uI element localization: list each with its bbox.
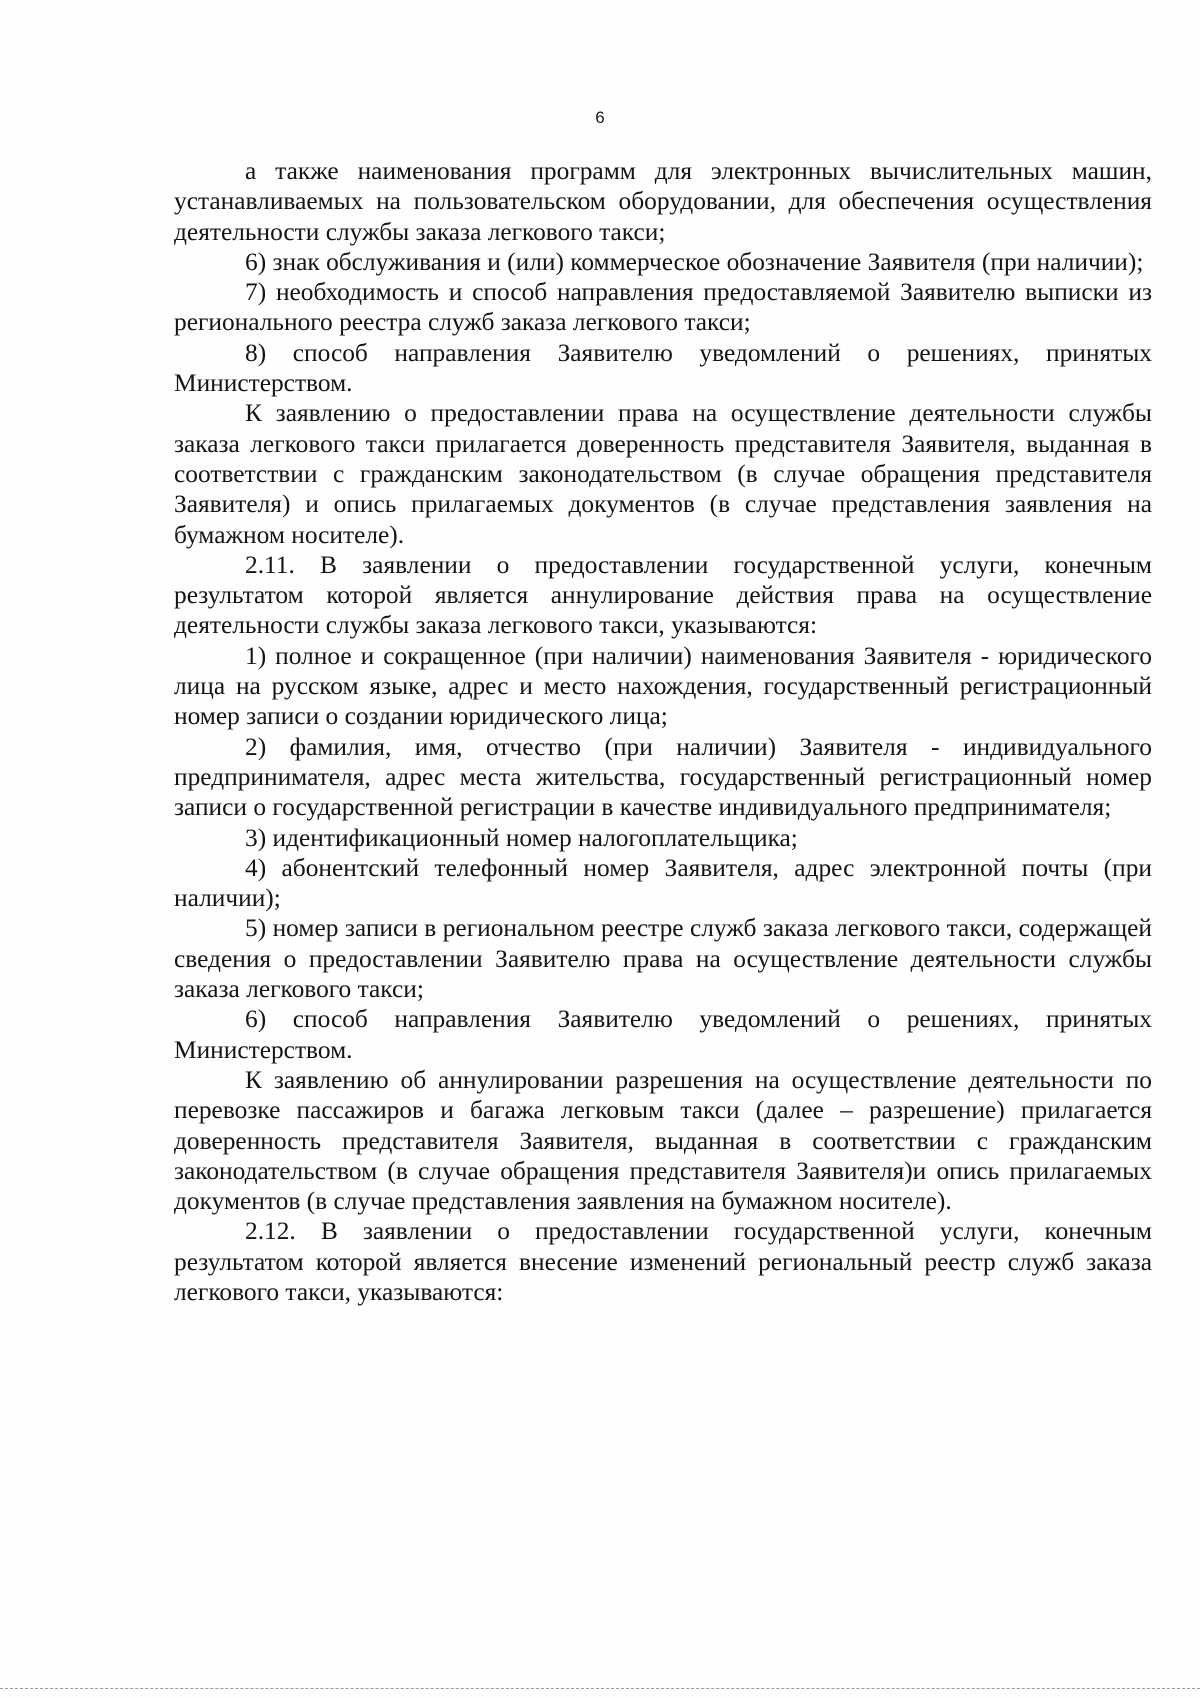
section-2-12: 2.12. В заявлении о предоставлении государственной услуги, конечным результатом которой является внесение изменений региональный реестр служб заказа легкового такси, указываются: [174, 1217, 1152, 1306]
list-item-1-legal-entity: 1) полное и сокращенное (при наличии) наименования Заявителя - юридического лица на русском языке, адрес и место нахождения, государственный регистрационный номер записи о создании юридического лица; [174, 641, 1152, 731]
list-item-3-taxpayer-number: 3) идентификационный номер налогоплательщика; [245, 823, 798, 852]
page-number: 6 [595, 108, 605, 127]
paragraph-attachments-annulment: К заявлению об аннулировании разрешения на осуществление деятельности по перевозке пассажиров и багажа легковым такси (далее – разрешение) прилагается доверенность представителя Заявителя, выданная в соответствии с гражданским законодательством (в случае обращения представителя Заявителя)и опись прилагаемых документов (в случае представления заявления на бумажном носителе). [174, 1065, 1152, 1216]
paragraph-attachments-grant: К заявлению о предоставлении права на осуществление деятельности службы заказа легкового такси прилагается доверенность представителя Заявителя, выданная в соответствии с гражданским законодательством (в случае обращения представителя Заявителя) и опись прилагаемых документов (в случае представления заявления на бумажном носителе). [174, 399, 1152, 549]
list-item-7-extract-delivery: 7) необходимость и способ направления предоставляемой Заявителю выписки из регионального реестра служб заказа легкового такси; [174, 278, 1152, 337]
document-body [174, 156, 1152, 1307]
list-item-6-notification-method: 6) способ направления Заявителю уведомлений о решениях, принятых Министерством. [174, 1005, 1152, 1064]
list-item-6-service-mark: 6) знак обслуживания и (или) коммерческое обозначение Заявителя (при наличии); [245, 247, 1144, 276]
section-2-11: 2.11. В заявлении о предоставлении государственной услуги, конечным результатом которой является аннулирование действия права на осуществление деятельности службы заказа легкового такси, указываются: [174, 550, 1152, 640]
list-item-4-phone-email: 4) абонентский телефонный номер Заявителя, адрес электронной почты (при наличии); [174, 853, 1152, 913]
paragraph-continuation: а также наименования программ для электронных вычислительных машин, устанавливаемых на пользовательском оборудовании, для обеспечения осуществления деятельности службы заказа легкового такси; [174, 157, 1152, 246]
list-item-2-individual-entrepreneur: 2) фамилия, имя, отчество (при наличии) Заявителя - индивидуального предпринимателя, адрес места жительства, государственный регистрационный номер записи о государственной регистрации в качестве индивидуального предпринимателя; [174, 732, 1152, 822]
scan-edge-divider [0, 1688, 1200, 1689]
list-item-8-notification-method: 8) способ направления Заявителю уведомлений о решениях, принятых Министерством. [174, 338, 1152, 398]
list-item-5-registry-record: 5) номер записи в региональном реестре служб заказа легкового такси, содержащей сведения о предоставлении Заявителю права на осуществление деятельности службы заказа легкового такси; [174, 914, 1152, 1004]
